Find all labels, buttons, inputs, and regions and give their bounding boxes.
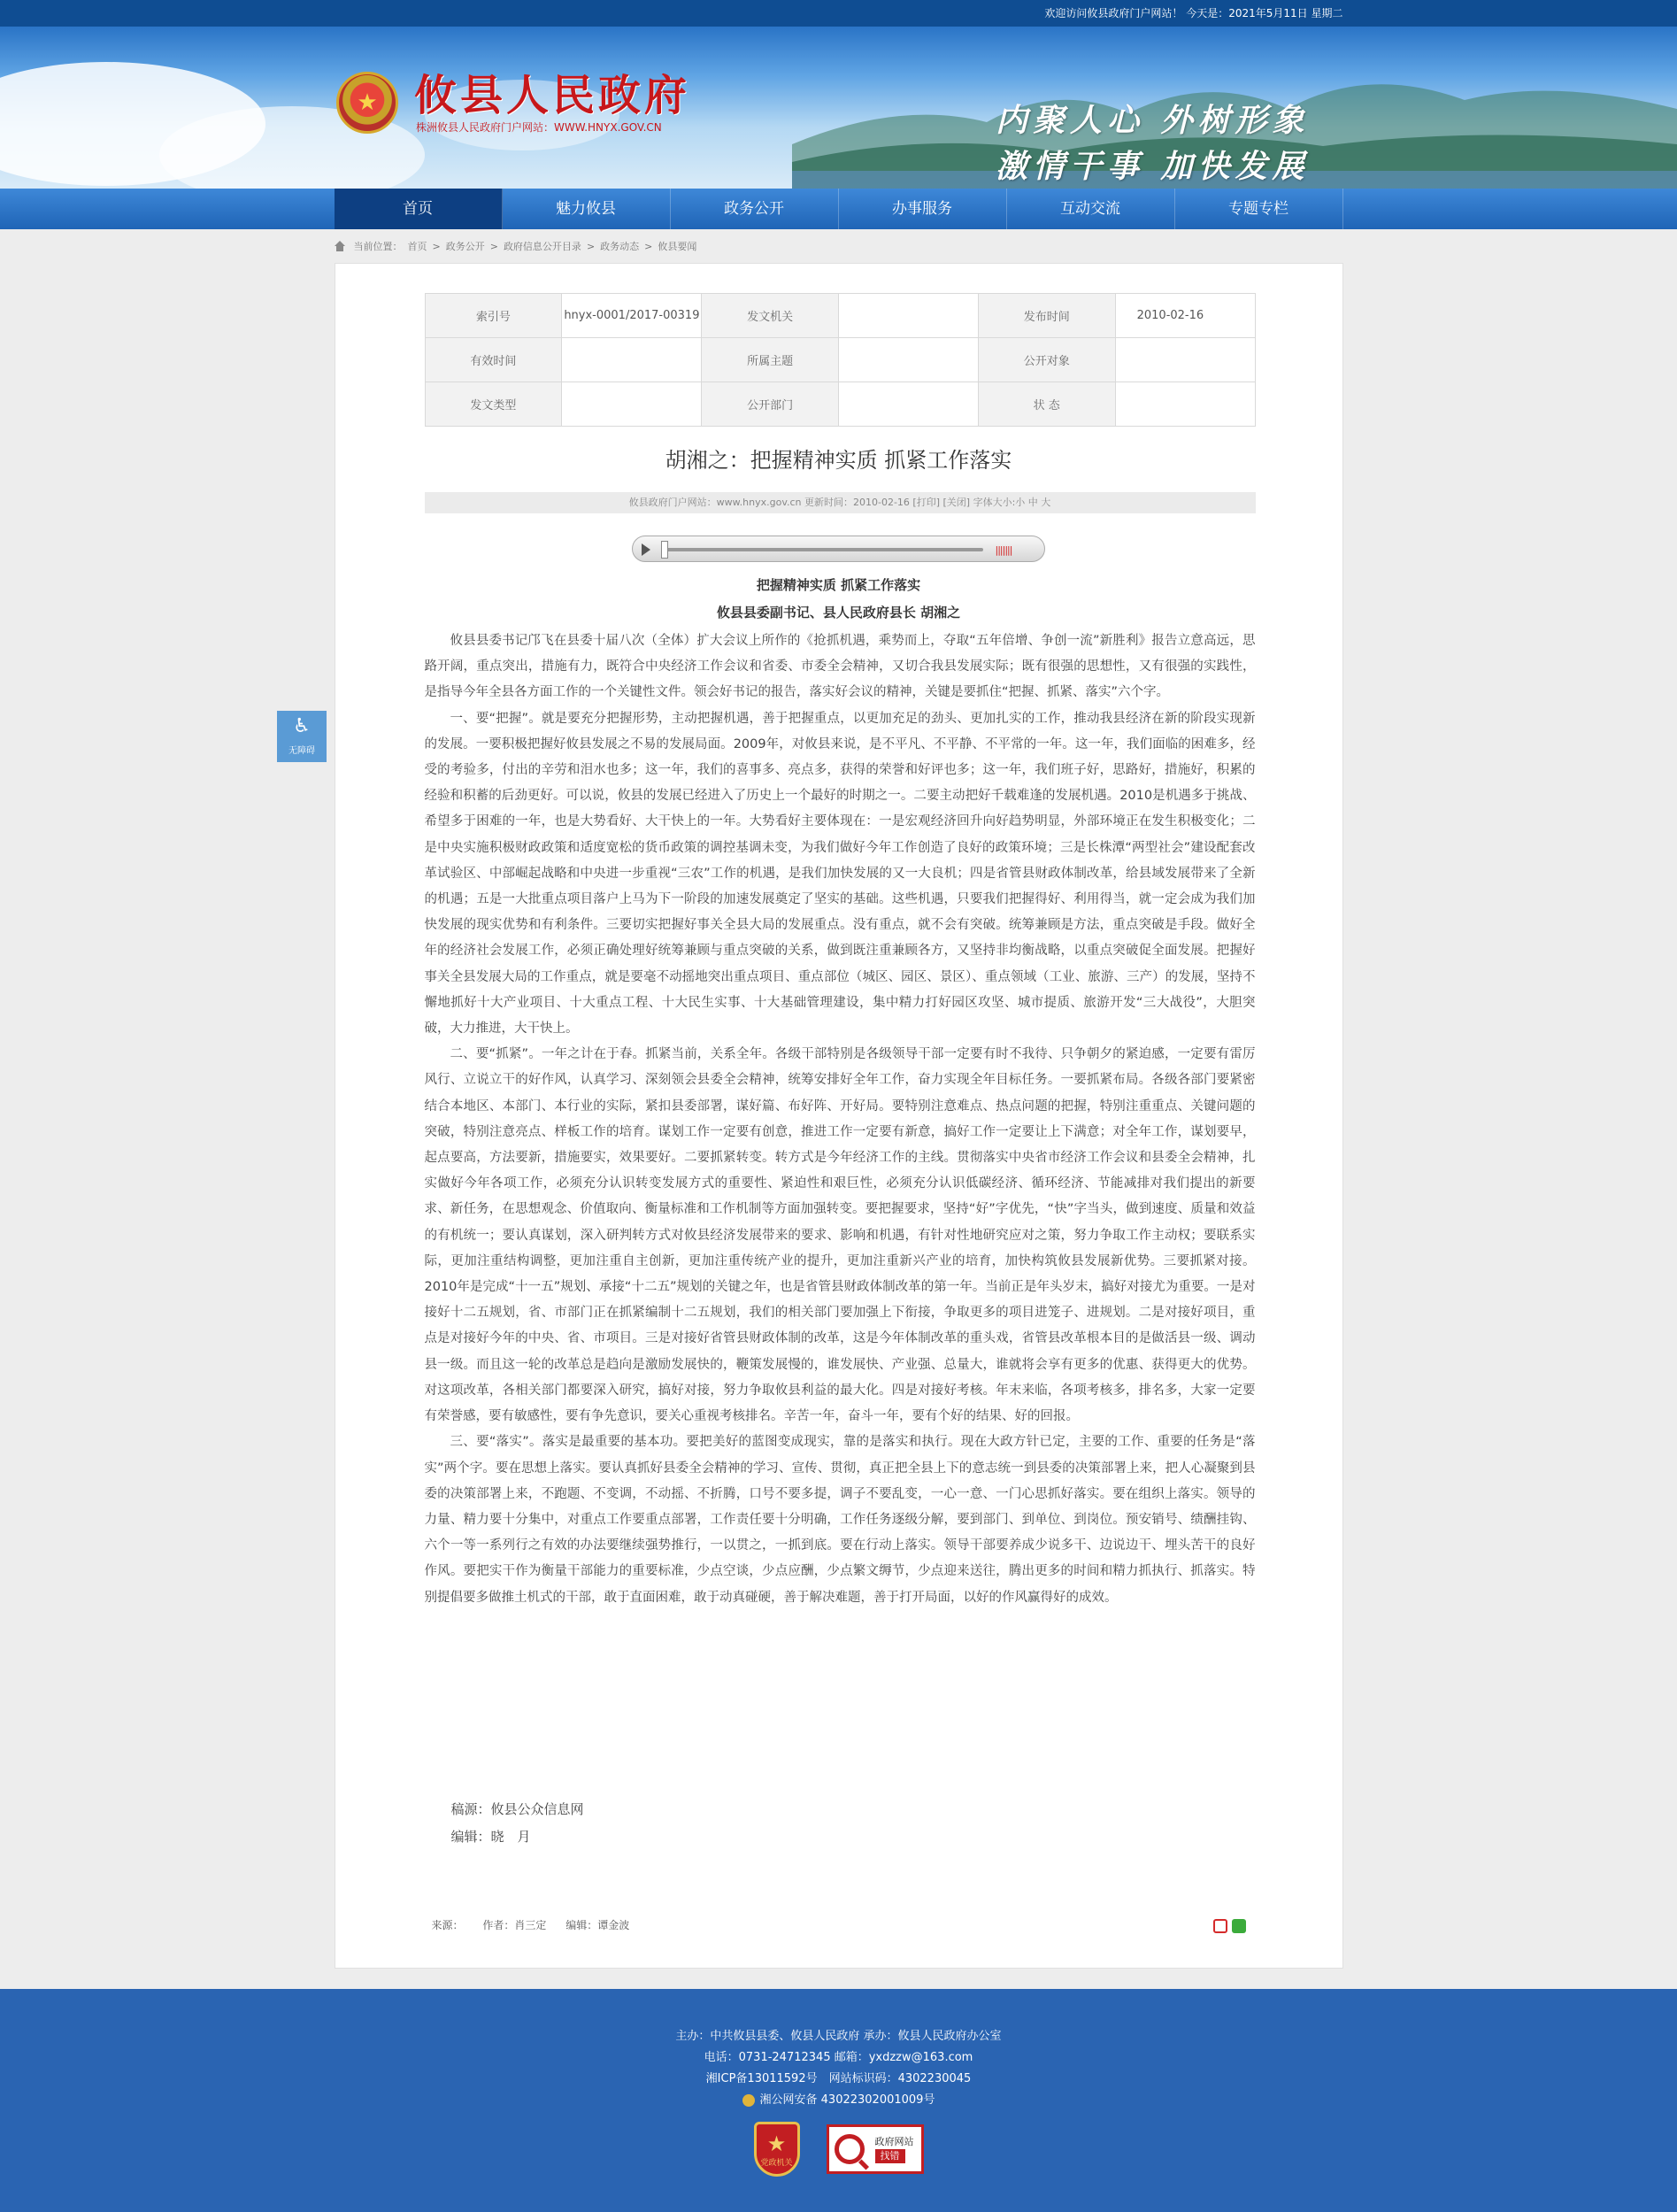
nav-item[interactable]: 专题专栏 xyxy=(1175,189,1343,229)
article-source: 稿源：攸县公众信息网 xyxy=(450,1801,584,1817)
article-body xyxy=(425,628,1256,1611)
nav-item[interactable]: 首页 xyxy=(335,189,503,229)
meta-key: 发布时间 xyxy=(978,294,1115,338)
meta-row xyxy=(425,338,1255,382)
article-paragraph: 二、要“抓紧”。一年之计在于春。抓紧当前，关系全年。各级干部特别是各级领导干部一定要有时不我待、只争朝夕的紧迫感，一定要有雷厉风行、立说立干的好作风，认真学习、深刻领会县委全会精神，统筹安排好全年工作，奋力实现全年目标任务。一要抓紧布局。各级各部门要紧密结合本地区、本部门、本行业的实际，紧扣县委部署，谋好篇、布好阵、开好局。要特别注意难点、热点问题的把握，特别注重重点、关键问题的突破，特别注意亮点、样板工作的培育。谋划工作一定要有创意，推进工作一定要有新意，搞好工作一定要让上下满意；对全年工作，谋划要早，起点要高，方法要新，措施要实，效果要好。二要抓紧转变。转方式是今年经济工作的主线。贯彻落实中央省市经济工作会议和县委全会精神，扎实做好今年各项工作，必须充分认识转变发展方式的重要性、紧迫性和艰巨性，必须充分认识低碳经济、循环经济、节能减排对我们提出的新要求、新任务，在思想观念、价值取向、衡量标准和工作机制等方面加强转变。要把握要求，坚持“好”字优先，“快”字当头，做到速度、质量和效益的有机统一；要认真谋划，深入研判转方式对攸县经济发展带来的要求、影响和机遇，有针对性地研究应对之策，努力争取工作主动权；要联系实际，更加注重结构调整，更加注重自主创新，更加注重传统产业的提升，更加注重新兴产业的培育，加快构筑攸县发展新优势。三要抓紧对接。2010年是完成“十一五”规划、承接“十二五”规划的关键之年，也是省管县财政体制改革的第一年。当前正是年头岁末，搞好对接尤为重要。一是对接好十二五规划，省、市部门正在抓紧编制十二五规划，我们的相关部门要加强上下衔接，争取更多的项目进笼子、进规划。二是对接好项目，重点是对接好今年的中央、省、市项目。三是对接好省管县财政体制的改革，这是今年体制改革的重头戏，省管县改革根本目的是做活县一级、调动县一级。而且这一轮的改革总是趋向是激励发展快的，鞭策发展慢的，谁发展快、产业强、总量大，谁就将会享有更多的优惠、获得更大的优势。对这项改革，各相关部门都要深入研究，搞好对接，努力争取攸县利益的最大化。四是对接好考核。年末来临，各项考核多，排名多，大家一定要有荣誉感，要有敏感性，要有争先意识，要关心重视考核排名。辛苦一年，奋斗一年，要有个好的结果、好的回报。 xyxy=(424,1047,1256,1424)
meta-author: 作者：肖三定 xyxy=(482,1919,547,1931)
article-paragraph: 一、要“把握”。就是要充分把握形势，主动把握机遇，善于把握重点，以更加充足的劲头、更加扎实的工作，推动我县经济在新的阶段实现新的发展。一要积极把握好攸县发展之不易的发展局面。2009年，对攸县来说，是不平凡、不平静、不平常的一年。这一年，我们面临的困难多，经受的考验多，付出的辛劳和泪水也多；这一年，我们的喜事多、亮点多，获得的荣誉和好评也多；这一年，我们班子好，思路好，措施好，积累的经验和积蓄的后劲更好。可以说，攸县的发展已经进入了历史上一个最好的时期之一。二要主动把好千载难逢的发展机遇。2010是机遇多于挑战、希望多于困难的一年，也是大势看好、大干快上的一年。大势看好主要体现在：一是宏观经济回升向好趋势明显，外部环境正在发生积极变化；二是中央实施积极财政政策和适度宽松的货币政策的调控基调未变，为我们做好今年工作创造了良好的政策环境；三是长株潭“两型社会”建设配套改革试验区、中部崛起战略和中央进一步重视“三农”工作的机遇，是我们加快发展的又一大良机；四是省管县财政体制改革，给县域发展带来了全新的机遇；五是一大批重点项目落户上马为下一阶段的加速发展奠定了坚实的基础。这些机遇，只要我们把握得好、利用得当，就一定会成为我们加快发展的现实优势和有利条件。三要切实把握好事关全县大局的发展重点。没有重点，就不会有突破。统筹兼顾是方法，重点突破是手段。做好全年的经济社会发展工作，必须正确处理好统筹兼顾与重点突破的关系，做到既注重兼顾各方，又坚持非均衡战略，以重点突破促全面发展。把握好事关全县发展大局的工作重点，就是要毫不动摇地突出重点项目、重点部位（城区、园区、景区）、重点领域（工业、旅游、三产）的发展，坚持不懈地抓好十大产业项目、十大重点工程、十大民生实事、十大基础管理建设，集中精力打好园区攻坚、城市提质、旅游开发“三大战役”，大胆突破，大力推进，大干快上。 xyxy=(424,711,1256,1037)
audio-player[interactable] xyxy=(632,536,1045,562)
find-badge-title: 政府网站 xyxy=(874,2136,914,2147)
meta-key: 所属主题 xyxy=(702,338,839,382)
meta-key: 发文类型 xyxy=(425,382,562,427)
meta-key: 索引号 xyxy=(425,294,562,338)
meta-row xyxy=(425,382,1255,427)
article-paragraph: 三、要“落实”。落实是最重要的基本功。要把美好的蓝图变成现实，靠的是落实和执行。现在大政方针已定，主要的工作、重要的任务是“落实”两个字。要在思想上落实。要认真抓好县委全会精神的学习、宣传、贯彻，真正把全县上下的意志统一到县委的决策部署上来，把人心凝聚到县委的决策部署上来，不跑题、不变调，不动摇、不折腾，口号不要多提，调子不要乱变，一心一意、一门心思抓好落实。要在组织上落实。领导的力量、精力要十分集中，对重点工作要重点部署，工作责任要十分明确，工作任务逐级分解，要到部门、到单位、到岗位。预安销号、绩酬挂钩、六个一等一系列行之有效的办法要继续强势推行，一以贯之，一抓到底。要在行动上落实。领导干部要养成少说多干、边说边干、埋头苦干的良好作风。要把实干作为衡量干部能力的重要标准，少点空谈，少点应酬，少点繁文缛节，少点迎来送往，腾出更多的时间和精力抓执行、抓落实。特别提倡要多做推土机式的干部，敢于直面困难，敢于动真碰硬，善于解决难题，善于打开局面，以好的作风赢得好的成效。 xyxy=(424,1435,1256,1605)
site-subtitle: 株洲攸县人民政府门户网站：WWW.HNYX.GOV.CN xyxy=(416,121,662,134)
top-bar xyxy=(0,0,1677,27)
meta-key: 状 态 xyxy=(978,382,1115,427)
site-title: 攸县人民政府 xyxy=(414,71,691,120)
main-nav xyxy=(0,189,1677,229)
find-error-badge[interactable] xyxy=(827,2124,924,2174)
meta-value xyxy=(839,338,979,382)
breadcrumb-link[interactable]: 首页 xyxy=(407,241,427,252)
party-government-badge[interactable] xyxy=(754,2122,800,2177)
meta-row xyxy=(425,294,1255,338)
footer-sponsor: 主办：中共攸县县委、攸县人民政府 承办：攸县人民政府办公室 xyxy=(675,2030,1002,2043)
nav-item[interactable]: 政务公开 xyxy=(671,189,839,229)
play-icon[interactable] xyxy=(642,543,650,556)
slogan-line-2: 激情干事 加快发展 xyxy=(996,148,1310,185)
police-record-link[interactable]: 湘公网安备 43022302001009号 xyxy=(759,2093,935,2107)
breadcrumb-link[interactable]: 攸县要闻 xyxy=(658,241,697,252)
progress-track[interactable] xyxy=(665,548,983,551)
breadcrumb-link[interactable]: 政府信息公开目录 xyxy=(503,241,581,252)
breadcrumb-separator: > xyxy=(432,241,441,252)
wheelchair-icon: ♿ xyxy=(293,715,311,737)
magnifier-icon xyxy=(835,2134,865,2164)
article-footer-meta xyxy=(432,1917,646,1932)
breadcrumb-link[interactable]: 政务动态 xyxy=(600,241,640,252)
slogan-line-1: 内聚人心 外树形象 xyxy=(996,102,1310,139)
volume-icon[interactable]: ||||||| xyxy=(995,544,1012,556)
nav-item[interactable]: 互动交流 xyxy=(1007,189,1175,229)
police-badge-icon xyxy=(742,2094,755,2107)
article-panel xyxy=(335,263,1343,1969)
meta-value xyxy=(1115,382,1255,427)
document-heading: 把握精神实质 抓紧工作落实 xyxy=(756,577,921,593)
site-logo[interactable] xyxy=(336,71,690,135)
wechat-share-icon[interactable] xyxy=(1232,1919,1246,1933)
breadcrumb-link[interactable]: 政务公开 xyxy=(445,241,485,252)
document-author-line: 攸县县委副书记、县人民政府县长 胡湘之 xyxy=(716,605,961,620)
meta-key: 公开对象 xyxy=(978,338,1115,382)
weibo-share-icon[interactable] xyxy=(1213,1919,1227,1933)
article-title: 胡湘之：把握精神实质 抓紧工作落实 xyxy=(665,448,1012,473)
meta-value xyxy=(839,382,979,427)
meta-key: 有效时间 xyxy=(425,338,562,382)
breadcrumb-label: 当前位置： xyxy=(353,241,403,252)
meta-source: 来源： xyxy=(431,1919,464,1931)
home-icon xyxy=(335,241,345,251)
meta-value: 2010-02-16 xyxy=(1115,294,1255,338)
star-icon: ★ xyxy=(766,2131,787,2156)
meta-key: 公开部门 xyxy=(702,382,839,427)
progress-handle[interactable] xyxy=(661,541,668,559)
meta-value: hnyx-0001/2017-00319 xyxy=(562,294,702,338)
article-editor: 编辑：晓 月 xyxy=(450,1829,531,1845)
header-banner xyxy=(0,27,1677,189)
footer-police-record xyxy=(0,2090,1677,2111)
footer-contact: 电话：0731-24712345 邮箱：yxdzzw@163.com xyxy=(704,2051,973,2064)
footer-icp: 湘ICP备13011592号 网站标识码：4302230045 xyxy=(705,2072,972,2085)
find-badge-action: 找错 xyxy=(875,2149,905,2163)
breadcrumb-separator: > xyxy=(586,241,596,252)
breadcrumb xyxy=(335,229,1343,263)
meta-value xyxy=(562,338,702,382)
welcome-text: 欢迎访问攸县政府门户网站！ 今天是：2021年5月11日 星期二 xyxy=(1044,7,1343,19)
party-badge-label: 党政机关 xyxy=(760,2158,793,2168)
accessibility-label: 无障碍 xyxy=(288,746,315,756)
article-info-bar: 攸县政府门户网站：www.hnyx.gov.cn 更新时间：2010-02-16 [打印] [关闭] 字体大小:小 中 大 xyxy=(425,492,1256,513)
breadcrumb-separator: > xyxy=(489,241,498,252)
meta-value xyxy=(839,294,979,338)
national-emblem-icon: ★ xyxy=(336,72,398,134)
breadcrumb-separator: > xyxy=(644,241,653,252)
document-meta-table xyxy=(425,293,1256,427)
nav-item[interactable]: 办事服务 xyxy=(839,189,1007,229)
meta-value xyxy=(1115,338,1255,382)
meta-key: 发文机关 xyxy=(702,294,839,338)
meta-value xyxy=(562,382,702,427)
meta-editor: 编辑：谭金波 xyxy=(565,1919,630,1931)
nav-item[interactable]: 魅力攸县 xyxy=(503,189,671,229)
accessibility-button[interactable] xyxy=(277,711,327,762)
site-footer xyxy=(0,1989,1677,2212)
article-paragraph: 攸县县委书记邝飞在县委十届八次（全体）扩大会议上所作的《抢抓机遇，乘势而上，夺取“五年倍增、争创一流”新胜利》报告立意高远，思路开阔，重点突出，措施有力，既符合中央经济工作会议和省委、市委全会精神，又切合我县发展实际；既有很强的思想性，又有很强的实践性，是指导今年全县各方面工作的一个关键性文件。领会好书记的报告，落实好会议的精神，关键是要抓住“把握、抓紧、落实”六个字。 xyxy=(424,634,1256,700)
